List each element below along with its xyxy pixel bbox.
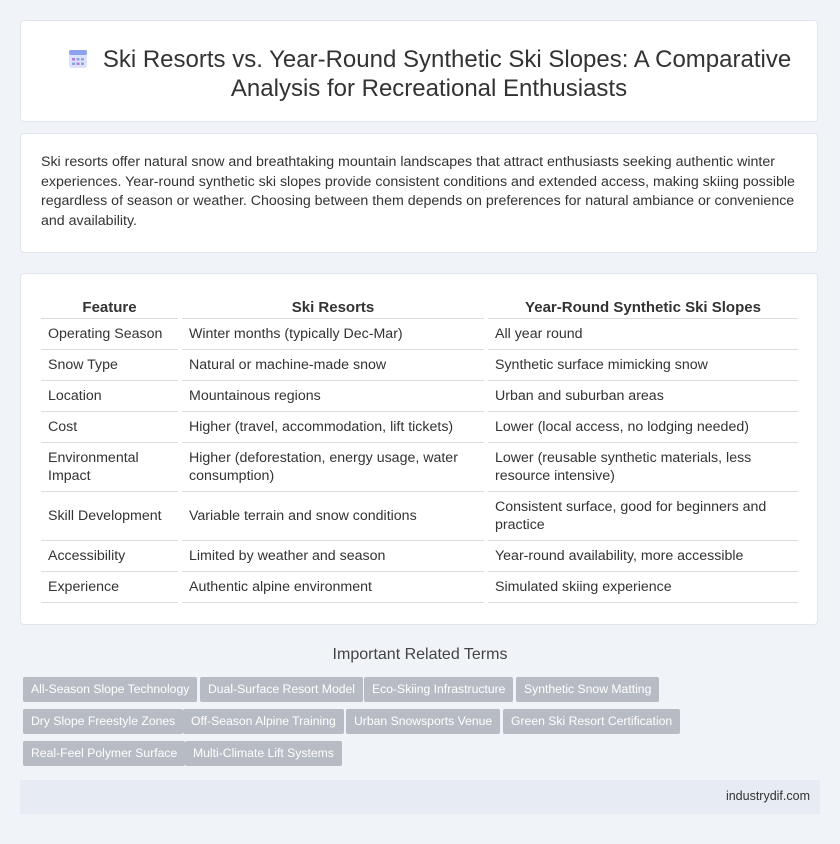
table-cell: Lower (local access, no lodging needed): [486, 412, 798, 443]
table-cell: Skill Development: [41, 492, 180, 541]
tag-dry-slope-freestyle-zones[interactable]: Dry Slope Freestyle Zones: [23, 709, 183, 734]
tag-multi-climate-lift-systems[interactable]: Multi-Climate Lift Systems: [185, 741, 342, 766]
table-cell: Synthetic surface mimicking snow: [486, 350, 798, 381]
table-cell: Authentic alpine environment: [180, 572, 486, 603]
footer-site[interactable]: industrydif.com: [725, 789, 810, 803]
table-row: [41, 319, 798, 350]
table-row: [41, 541, 798, 572]
table-cell: Limited by weather and season: [180, 541, 486, 572]
table-cell: Location: [41, 381, 180, 412]
tag-all-season-slope-technology[interactable]: All-Season Slope Technology: [23, 677, 197, 702]
table-cell: Winter months (typically Dec-Mar): [180, 319, 486, 350]
table-row: [41, 381, 798, 412]
table-cell: Year-round availability, more accessible: [486, 541, 798, 572]
table-cell: Snow Type: [41, 350, 180, 381]
tag-synthetic-snow-matting[interactable]: Synthetic Snow Matting: [516, 677, 659, 702]
header-card: [20, 20, 818, 122]
table-cell: Simulated skiing experience: [486, 572, 798, 603]
table-cell: Lower (reusable synthetic materials, less resource intensive): [486, 443, 798, 492]
intro-card: [20, 133, 818, 253]
table-cell: Urban and suburban areas: [486, 381, 798, 412]
header-feature: Feature: [41, 296, 180, 319]
table-row: [41, 443, 798, 492]
table-cell: Mountainous regions: [180, 381, 486, 412]
table-row: [41, 492, 798, 541]
comparison-card: [20, 273, 818, 625]
page-title: [61, 45, 797, 103]
intro-text: Ski resorts offer natural snow and breathtaking mountain landscapes that attract enthusiasts seeking authentic winter experiences. Year-round synthetic ski slopes provide consistent conditions and extended access, making skiing possible regardless of season or weather. Choosing between them depends on preferences for natural ambiance or convenience and availability.: [41, 154, 795, 229]
table-cell: Higher (deforestation, energy usage, water consumption): [180, 443, 486, 492]
table-row: [41, 572, 798, 603]
tag-eco-skiing-infrastructure[interactable]: Eco-Skiing Infrastructure: [364, 677, 513, 702]
document-icon: [67, 48, 89, 70]
tag-green-ski-resort-certification[interactable]: Green Ski Resort Certification: [503, 709, 680, 734]
table-cell: Consistent surface, good for beginners and practice: [486, 492, 798, 541]
related-terms-title: Important Related Terms: [332, 646, 508, 663]
header-synthetic-slopes: Year-Round Synthetic Ski Slopes: [486, 296, 798, 319]
table-row: [41, 350, 798, 381]
table-cell: All year round: [486, 319, 798, 350]
tag-off-season-alpine-training[interactable]: Off-Season Alpine Training: [183, 709, 344, 734]
tag-real-feel-polymer-surface[interactable]: Real-Feel Polymer Surface: [23, 741, 185, 766]
title-line-2: Analysis for Recreational Enthusiasts: [230, 75, 628, 102]
table-cell: Variable terrain and snow conditions: [180, 492, 486, 541]
comparison-table: [41, 296, 798, 603]
title-line-1: Ski Resorts vs. Year-Round Synthetic Ski Slopes: A Comparative: [102, 46, 792, 73]
table-cell: Cost: [41, 412, 180, 443]
table-row: [41, 412, 798, 443]
table-cell: Higher (travel, accommodation, lift tickets): [180, 412, 486, 443]
table-cell: Operating Season: [41, 319, 180, 350]
table-header-row: [41, 296, 798, 319]
table-cell: Environmental Impact: [41, 443, 180, 492]
table-cell: Experience: [41, 572, 180, 603]
table-cell: Natural or machine-made snow: [180, 350, 486, 381]
footer: [20, 780, 820, 814]
tag-urban-snowsports-venue[interactable]: Urban Snowsports Venue: [346, 709, 500, 734]
table-cell: Accessibility: [41, 541, 180, 572]
header-ski-resorts: Ski Resorts: [180, 296, 486, 319]
tag-dual-surface-resort-model[interactable]: Dual-Surface Resort Model: [200, 677, 363, 702]
